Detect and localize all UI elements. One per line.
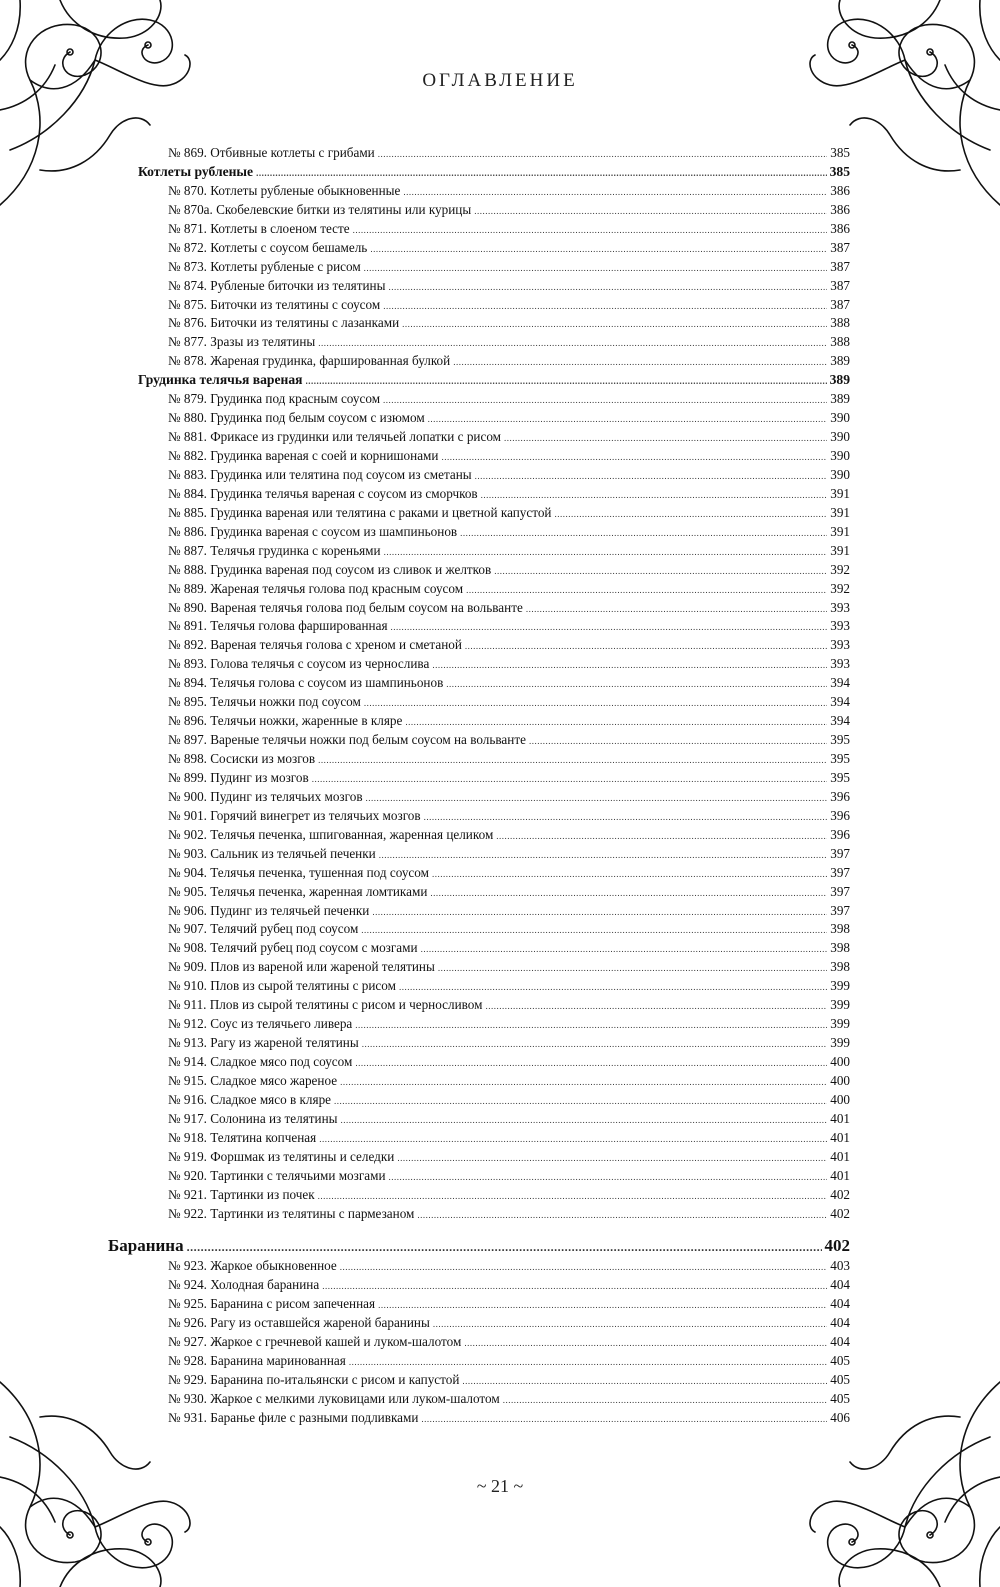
toc-entry-title: № 880. Грудинка под белым соусом с изюмом [168,410,425,426]
dot-leader [340,1258,827,1276]
dot-leader [397,1149,827,1167]
toc-entry [108,1409,850,1428]
toc-entry [108,1276,850,1295]
toc-entry-title: № 871. Котлеты в слоеном тесте [168,220,350,236]
dot-leader [526,600,827,618]
dot-leader [428,410,828,428]
toc-entry-title: № 895. Телячьи ножки под соусом [168,694,361,710]
toc-entry [108,1314,850,1333]
toc-entry-page: 393 [830,599,850,615]
dot-leader [424,808,828,826]
toc-entry-title: № 888. Грудинка вареная под соусом из сливок и желтков [168,561,492,577]
toc-entry-title: № 912. Соус из телячьего ливера [168,1016,353,1032]
toc-entry-page: 390 [830,410,850,426]
dot-leader [421,940,828,958]
dot-leader [306,372,827,390]
toc-entry [108,750,850,769]
toc-entry-page: 385 [829,163,850,179]
toc-entry-page: 402 [830,1186,850,1202]
dot-leader [403,183,827,201]
toc-entry-page: 395 [830,751,850,766]
dot-leader [349,1353,827,1371]
toc-entry-title: № 907. Телячий рубец под соусом [168,921,359,937]
toc-entry-page: 386 [830,201,850,217]
toc-entry [108,1072,850,1091]
toc-entry [108,277,850,296]
toc-entry-page: 387 [830,277,850,293]
toc-entry-title: № 910. Плов из сырой телятины с рисом [168,978,396,994]
dot-leader [503,1391,828,1409]
toc-entry [108,1148,850,1167]
toc-entry-page: 398 [830,940,850,956]
toc-entry-title: № 894. Телячья голова с соусом из шампиньонов [168,675,444,691]
dot-leader [441,448,827,466]
toc-entry [108,712,850,731]
toc-entry-page: 404 [830,1296,850,1312]
dot-leader [384,543,828,561]
toc-entry [108,864,850,883]
toc-entry-page: 393 [830,618,850,634]
toc-entry-title: № 918. Телятина копченая [168,1129,317,1145]
toc-entry [108,239,850,258]
toc-entry-title: Котлеты рубленые [138,163,254,179]
toc-entry-title: № 928. Баранина маринованная [168,1353,346,1369]
toc-entry [108,466,850,485]
toc-entry [108,958,850,977]
toc-entry-title: № 877. Зразы из телятины [168,334,316,350]
toc-entry-title: № 884. Грудинка телячья вареная с соусом из сморчков [168,485,478,501]
toc-entry-page: 399 [830,1016,850,1032]
dot-leader [446,675,827,693]
toc-entry [108,693,850,712]
toc-entry-page: 404 [830,1315,850,1331]
toc-entry-title: № 892. Вареная телячья голова с хреном и сметаной [168,637,462,653]
toc-entry [108,296,850,315]
toc-entry [108,845,850,864]
toc-entry [108,939,850,958]
toc-entry-title: № 908. Телячий рубец под соусом с мозгами [168,940,418,956]
dot-leader [453,353,827,371]
toc-entry-page: 405 [830,1391,850,1406]
toc-entry [108,1333,850,1352]
toc-entry-page: 387 [830,296,850,312]
toc-entry [108,258,850,277]
toc-entry-title: № 931. Баранье филе с разными подливками [168,1409,419,1425]
toc-entry-title: № 875. Биточки из телятины с соусом [168,296,381,312]
toc-entry-title: № 889. Жареная телячья голова под красным соусом [168,580,464,596]
toc-entry [108,617,850,636]
dot-leader [366,789,828,807]
dot-leader [529,732,827,750]
toc-entry-page: 387 [830,239,850,255]
dot-leader [318,1187,828,1205]
page-title: ОГЛАВЛЕНИЕ [422,70,578,91]
toc-entry-page: 399 [830,1035,850,1051]
toc-entry [108,333,850,352]
dot-leader [355,1016,827,1034]
toc-entry-title: № 890. Вареная телячья голова под белым соусом на вольванте [168,599,523,615]
dot-leader [430,884,827,902]
toc-entry-page: 399 [830,997,850,1013]
toc-entry-page: 391 [830,542,850,558]
toc-entry [108,674,850,693]
toc-entry [108,523,850,542]
toc-entry-title: № 883. Грудинка или телятина под соусом из сметаны [168,466,472,482]
toc-entry [108,542,850,561]
dot-leader [379,846,828,864]
toc-entry [108,1053,850,1072]
toc-entry-title: № 911. Плов из сырой телятины с рисом и черносливом [168,997,483,1013]
dot-leader [334,1092,827,1110]
toc-entry [108,447,850,466]
toc-entry-page: 390 [830,448,850,463]
toc-entry-page: 396 [830,788,850,804]
toc-entry-page: 394 [830,675,850,691]
toc-entry-page: 397 [830,902,850,918]
toc-entry-page: 393 [830,637,850,653]
toc-entry-page: 395 [830,769,850,785]
toc-entry [108,409,850,428]
toc-entry-title: № 872. Котлеты с соусом бешамель [168,239,368,255]
dot-leader [353,221,828,239]
toc-entry [108,996,850,1015]
dot-leader [372,903,827,921]
dot-leader [466,581,827,599]
toc-entry-title: № 903. Сальник из телячьей печенки [168,845,376,861]
toc-entry [108,1034,850,1053]
toc-entry-title: № 899. Пудинг из мозгов [168,769,309,785]
toc-entry-title: № 927. Жаркое с гречневой кашей и луком-шалотом [168,1334,462,1350]
toc-entry [108,902,850,921]
dot-leader [378,145,827,163]
dot-leader [433,1315,827,1333]
dot-leader [187,1234,822,1259]
toc-entry-page: 390 [830,466,850,482]
toc-entry-title: № 881. Фрикасе из грудинки или телячьей лопатки с рисом [168,429,502,445]
toc-entry [108,1091,850,1110]
toc-entry [108,1129,850,1148]
toc-entry-title: № 924. Холодная баранина [168,1277,320,1293]
toc-entry [108,561,850,580]
dot-leader [417,1206,827,1224]
dot-leader [364,259,828,277]
toc-entry-title: № 897. Вареные телячьи ножки под белым соусом на вольванте [168,732,526,748]
dot-leader [364,694,827,712]
toc-entry-page: 391 [830,485,850,501]
dot-leader [504,429,827,447]
toc-entry-page: 404 [830,1277,850,1293]
toc-entry-title: № 900. Пудинг из телячьих мозгов [168,788,363,804]
toc-entry-page: 397 [830,883,850,899]
toc-entry-page: 391 [830,504,850,520]
toc-entry [108,1352,850,1371]
toc-entry [108,485,850,504]
dot-leader [383,297,827,315]
toc-entry-title: № 913. Рагу из жареной телятины [168,1035,359,1051]
dot-leader [465,637,827,655]
toc-entry-page: 402 [830,1205,850,1221]
toc-entry-title: № 876. Биточки из телятины с лазанками [168,315,400,331]
toc-entry [108,1186,850,1205]
toc-entry-title: № 886. Грудинка вареная с соусом из шампиньонов [168,523,458,539]
toc-entry [108,1205,850,1224]
dot-leader [402,315,827,333]
page-number: ~ 21 ~ [476,1476,524,1496]
toc-entry-title: № 901. Горячий винегрет из телячьих мозгов [168,807,421,823]
toc-entry-page: 389 [829,372,850,388]
toc-entry-page: 404 [830,1334,850,1350]
toc-entry-title: № 914. Сладкое мясо под соусом [168,1054,353,1069]
toc-entry [108,788,850,807]
dot-leader [438,959,827,977]
toc-entry-page: 386 [830,220,850,236]
toc-entry-page: 397 [830,845,850,861]
dot-leader [399,978,827,996]
toc-entry-page: 390 [830,429,850,445]
toc-entry [108,636,850,655]
toc-entry-page: 389 [830,353,850,369]
dot-leader [475,467,828,485]
dot-leader [485,997,827,1015]
toc-entry-page: 396 [830,826,850,842]
toc-entry-page: 394 [830,713,850,729]
toc-entry [108,920,850,939]
toc-entry-title: № 916. Сладкое мясо в кляре [168,1091,332,1107]
dot-leader [432,865,827,883]
dot-leader [494,562,827,580]
dot-leader [312,770,828,788]
toc-subsection [108,163,850,182]
toc-entry-title: № 930. Жаркое с мелкими луковицами или луком-шалотом [168,1391,500,1406]
dot-leader [388,278,827,296]
dot-leader [462,1372,827,1390]
toc-entry [108,182,850,201]
toc-entry-title: № 898. Сосиски из мозгов [168,751,316,766]
table-of-contents [108,144,850,1428]
dot-leader [355,1054,827,1072]
toc-entry-title: № 896. Телячьи ножки, жаренные в кляре [168,713,403,729]
toc-entry-page: 397 [830,864,850,880]
toc-entry-title: № 869. Отбивные котлеты с грибами [168,145,375,160]
dot-leader [256,164,827,182]
toc-entry [108,220,850,239]
dot-leader [421,1410,827,1428]
toc-entry-page: 386 [830,182,850,198]
toc-entry-page: 406 [830,1409,850,1425]
toc-entry-page: 391 [830,523,850,539]
toc-entry-title: № 906. Пудинг из телячьей печенки [168,902,370,918]
toc-entry [108,977,850,996]
toc-subsection [108,371,850,390]
toc-entry-page: 394 [830,694,850,710]
dot-leader [389,1168,828,1186]
toc-entry-page: 398 [830,959,850,975]
toc-entry [108,1390,850,1409]
toc-entry-title: № 887. Телячья грудинка с кореньями [168,542,381,558]
toc-entry-title: № 882. Грудинка вареная с соей и корнишонами [168,448,439,463]
toc-entry [108,769,850,788]
dot-leader [474,202,827,220]
dot-leader [555,505,828,523]
dot-leader [362,1035,827,1053]
toc-entry [108,1110,850,1129]
toc-entry [108,390,850,409]
toc-entry-title: № 923. Жаркое обыкновенное [168,1258,337,1274]
toc-entry-title: № 878. Жареная грудинка, фаршированная булкой [168,353,451,369]
toc-entry [108,731,850,750]
toc-entry-title: № 904. Телячья печенка, тушенная под соусом [168,864,429,880]
toc-entry [108,826,850,845]
toc-entry-title: № 921. Тартинки из почек [168,1186,315,1202]
dot-leader [318,334,827,352]
toc-entry [108,201,850,220]
toc-entry-page: 401 [830,1110,850,1126]
toc-entry-page: 405 [830,1372,850,1388]
toc-entry-page: 401 [830,1148,850,1164]
toc-entry-page: 385 [830,145,850,160]
toc-entry-page: 402 [824,1236,850,1256]
dot-leader [464,1334,827,1352]
toc-entry-page: 396 [830,807,850,823]
dot-leader [432,656,827,674]
toc-entry [108,1295,850,1314]
dot-leader [319,1130,827,1148]
toc-entry-page: 401 [830,1167,850,1183]
toc-entry-title: № 929. Баранина по-итальянски с рисом и капустой [168,1372,460,1388]
dot-leader [391,618,828,636]
toc-entry-page: 388 [830,334,850,350]
dot-leader [496,827,827,845]
toc-entry [108,655,850,674]
toc-entry-page: 387 [830,258,850,274]
toc-entry-page: 400 [830,1072,850,1088]
toc-entry-title: № 891. Телячья голова фаршированная [168,618,388,634]
toc-entry [108,883,850,902]
dot-leader [341,1111,828,1129]
toc-entry-page: 405 [830,1353,850,1369]
dot-leader [481,486,828,504]
toc-entry [108,1015,850,1034]
toc-entry [108,428,850,447]
toc-entry-page: 388 [830,315,850,331]
toc-entry-page: 389 [830,391,850,407]
toc-entry-title: № 926. Рагу из оставшейся жареной баранины [168,1315,430,1331]
toc-entry-title: № 885. Грудинка вареная или телятина с раками и цветной капустой [168,504,552,520]
toc-entry-title: № 873. Котлеты рубленые с рисом [168,258,361,274]
toc-section [108,1233,850,1259]
dot-leader [378,1296,827,1314]
dot-leader [460,524,827,542]
toc-entry [108,504,850,523]
dot-leader [318,751,827,769]
toc-entry-page: 393 [830,656,850,672]
dot-leader [383,391,827,409]
toc-entry-title: № 874. Рубленые биточки из телятины [168,277,386,293]
toc-entry [108,144,850,163]
toc-entry-title: Грудинка телячья вареная [138,372,303,388]
toc-entry [108,599,850,618]
toc-entry [108,807,850,826]
toc-entry-title: № 922. Тартинки из телятины с пармезаном [168,1205,415,1221]
toc-entry [108,580,850,599]
toc-entry-title: № 870. Котлеты рубленые обыкновенные [168,182,401,198]
toc-entry-title: № 905. Телячья печенка, жаренная ломтиками [168,883,428,899]
toc-entry-title: № 920. Тартинки с телячьими мозгами [168,1167,386,1183]
dot-leader [322,1277,827,1295]
toc-entry-page: 400 [830,1091,850,1107]
toc-entry-title: № 925. Баранина с рисом запеченная [168,1296,376,1312]
toc-entry-page: 392 [830,561,850,577]
toc-entry-page: 392 [830,580,850,596]
toc-entry-title: № 917. Солонина из телятины [168,1110,338,1126]
toc-entry-page: 398 [830,921,850,937]
toc-entry-page: 403 [830,1258,850,1274]
toc-entry [108,1167,850,1186]
toc-entry-title: № 909. Плов из вареной или жареной телятины [168,959,435,975]
toc-entry-page: 400 [830,1054,850,1069]
toc-entry-page: 399 [830,978,850,994]
dot-leader [340,1073,827,1091]
toc-entry [108,1257,850,1276]
toc-entry [108,314,850,333]
toc-entry-title: № 902. Телячья печенка, шпигованная, жаренная целиком [168,826,494,842]
dot-leader [361,921,827,939]
toc-entry [108,1371,850,1390]
toc-entry-title: № 893. Голова телячья с соусом из чернослива [168,656,430,672]
toc-entry-title: № 870а. Скобелевские битки из телятины или курицы [168,201,472,217]
dot-leader [370,240,827,258]
toc-entry-page: 395 [830,732,850,748]
toc-entry-title: № 879. Грудинка под красным соусом [168,391,381,407]
dot-leader [405,713,827,731]
toc-entry-title: № 919. Форшмак из телятины и селедки [168,1148,395,1164]
toc-entry-title: Баранина [108,1236,184,1256]
toc-entry [108,352,850,371]
toc-entry-title: № 915. Сладкое мясо жареное [168,1072,338,1088]
toc-entry-page: 401 [830,1129,850,1145]
